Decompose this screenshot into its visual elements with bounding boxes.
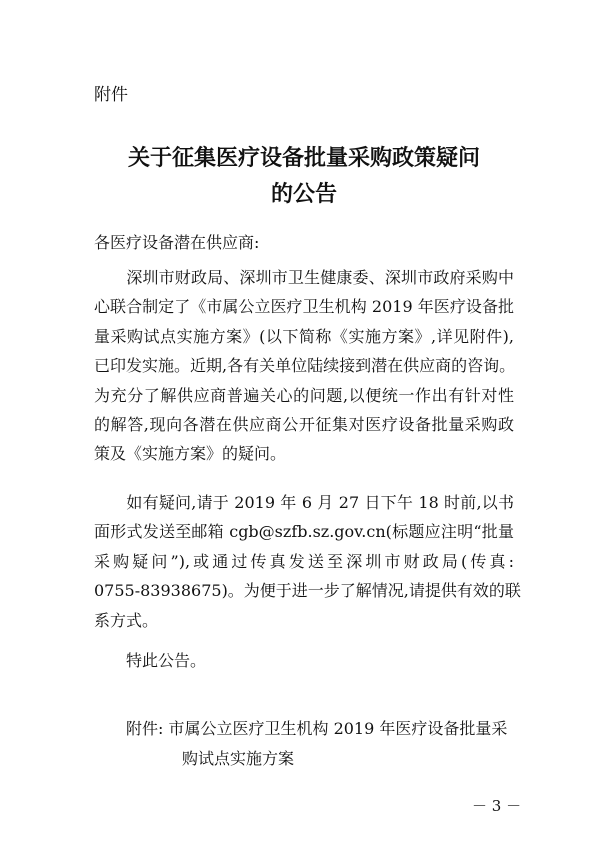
- paragraph-1-line: 的解答,现向各潜在供应商公开征集对医疗设备批量采购政: [94, 415, 514, 435]
- paragraph-1-line: 策及《实施方案》的疑问。: [94, 444, 287, 464]
- page-title: [0, 140, 608, 212]
- paragraph-2-line: 如有疑问,请于 2019 年 6 月 27 日下午 18 时前,以书: [94, 493, 514, 512]
- title-line-1: 关于征集医疗设备批量采购政策疑问: [127, 145, 480, 171]
- paragraph-2-line: 0755-83938675)。为便于进一步了解情况,请提供有效的联: [94, 581, 521, 601]
- paragraph-1-line: 深圳市财政局、深圳市卫生健康委、深圳市政府采购中: [94, 268, 514, 287]
- attachment-label: 附件: [94, 85, 128, 105]
- page-number: － 3 －: [472, 797, 522, 815]
- paragraph-2-line: 面形式发送至邮箱 cgb@szfb.sz.gov.cn(标题应注明“批量: [94, 522, 514, 542]
- paragraph-1: [94, 263, 514, 469]
- paragraph-2-line: 系方式。: [94, 610, 159, 630]
- paragraph-1-line: 心联合制定了《市属公立医疗卫生机构 2019 年医疗设备批: [94, 297, 514, 317]
- attachment-note-line-1: 附件: 市属公立医疗卫生机构 2019 年医疗设备批量采: [126, 719, 508, 738]
- closing-text: 特此公告。: [126, 651, 207, 670]
- title-line-2: 的公告: [270, 181, 337, 207]
- paragraph-2-line: 采购疑问”),或通过传真发送至深圳市财政局(传真:: [94, 551, 514, 571]
- paragraph-1-line: 量采购试点实施方案》(以下简称《实施方案》,详见附件),: [94, 326, 514, 346]
- paragraph-1-line: 为充分了解供应商普遍关心的问题,以便统一作出有针对性: [94, 385, 514, 405]
- paragraph-1-line: 已印发实施。近期,各有关单位陆续接到潜在供应商的咨询。: [94, 356, 516, 376]
- attachment-note-line-2: 购试点实施方案: [182, 749, 295, 768]
- salutation: 各医疗设备潜在供应商:: [94, 233, 260, 252]
- attachment-note: [126, 714, 507, 774]
- paragraph-2: [94, 488, 521, 635]
